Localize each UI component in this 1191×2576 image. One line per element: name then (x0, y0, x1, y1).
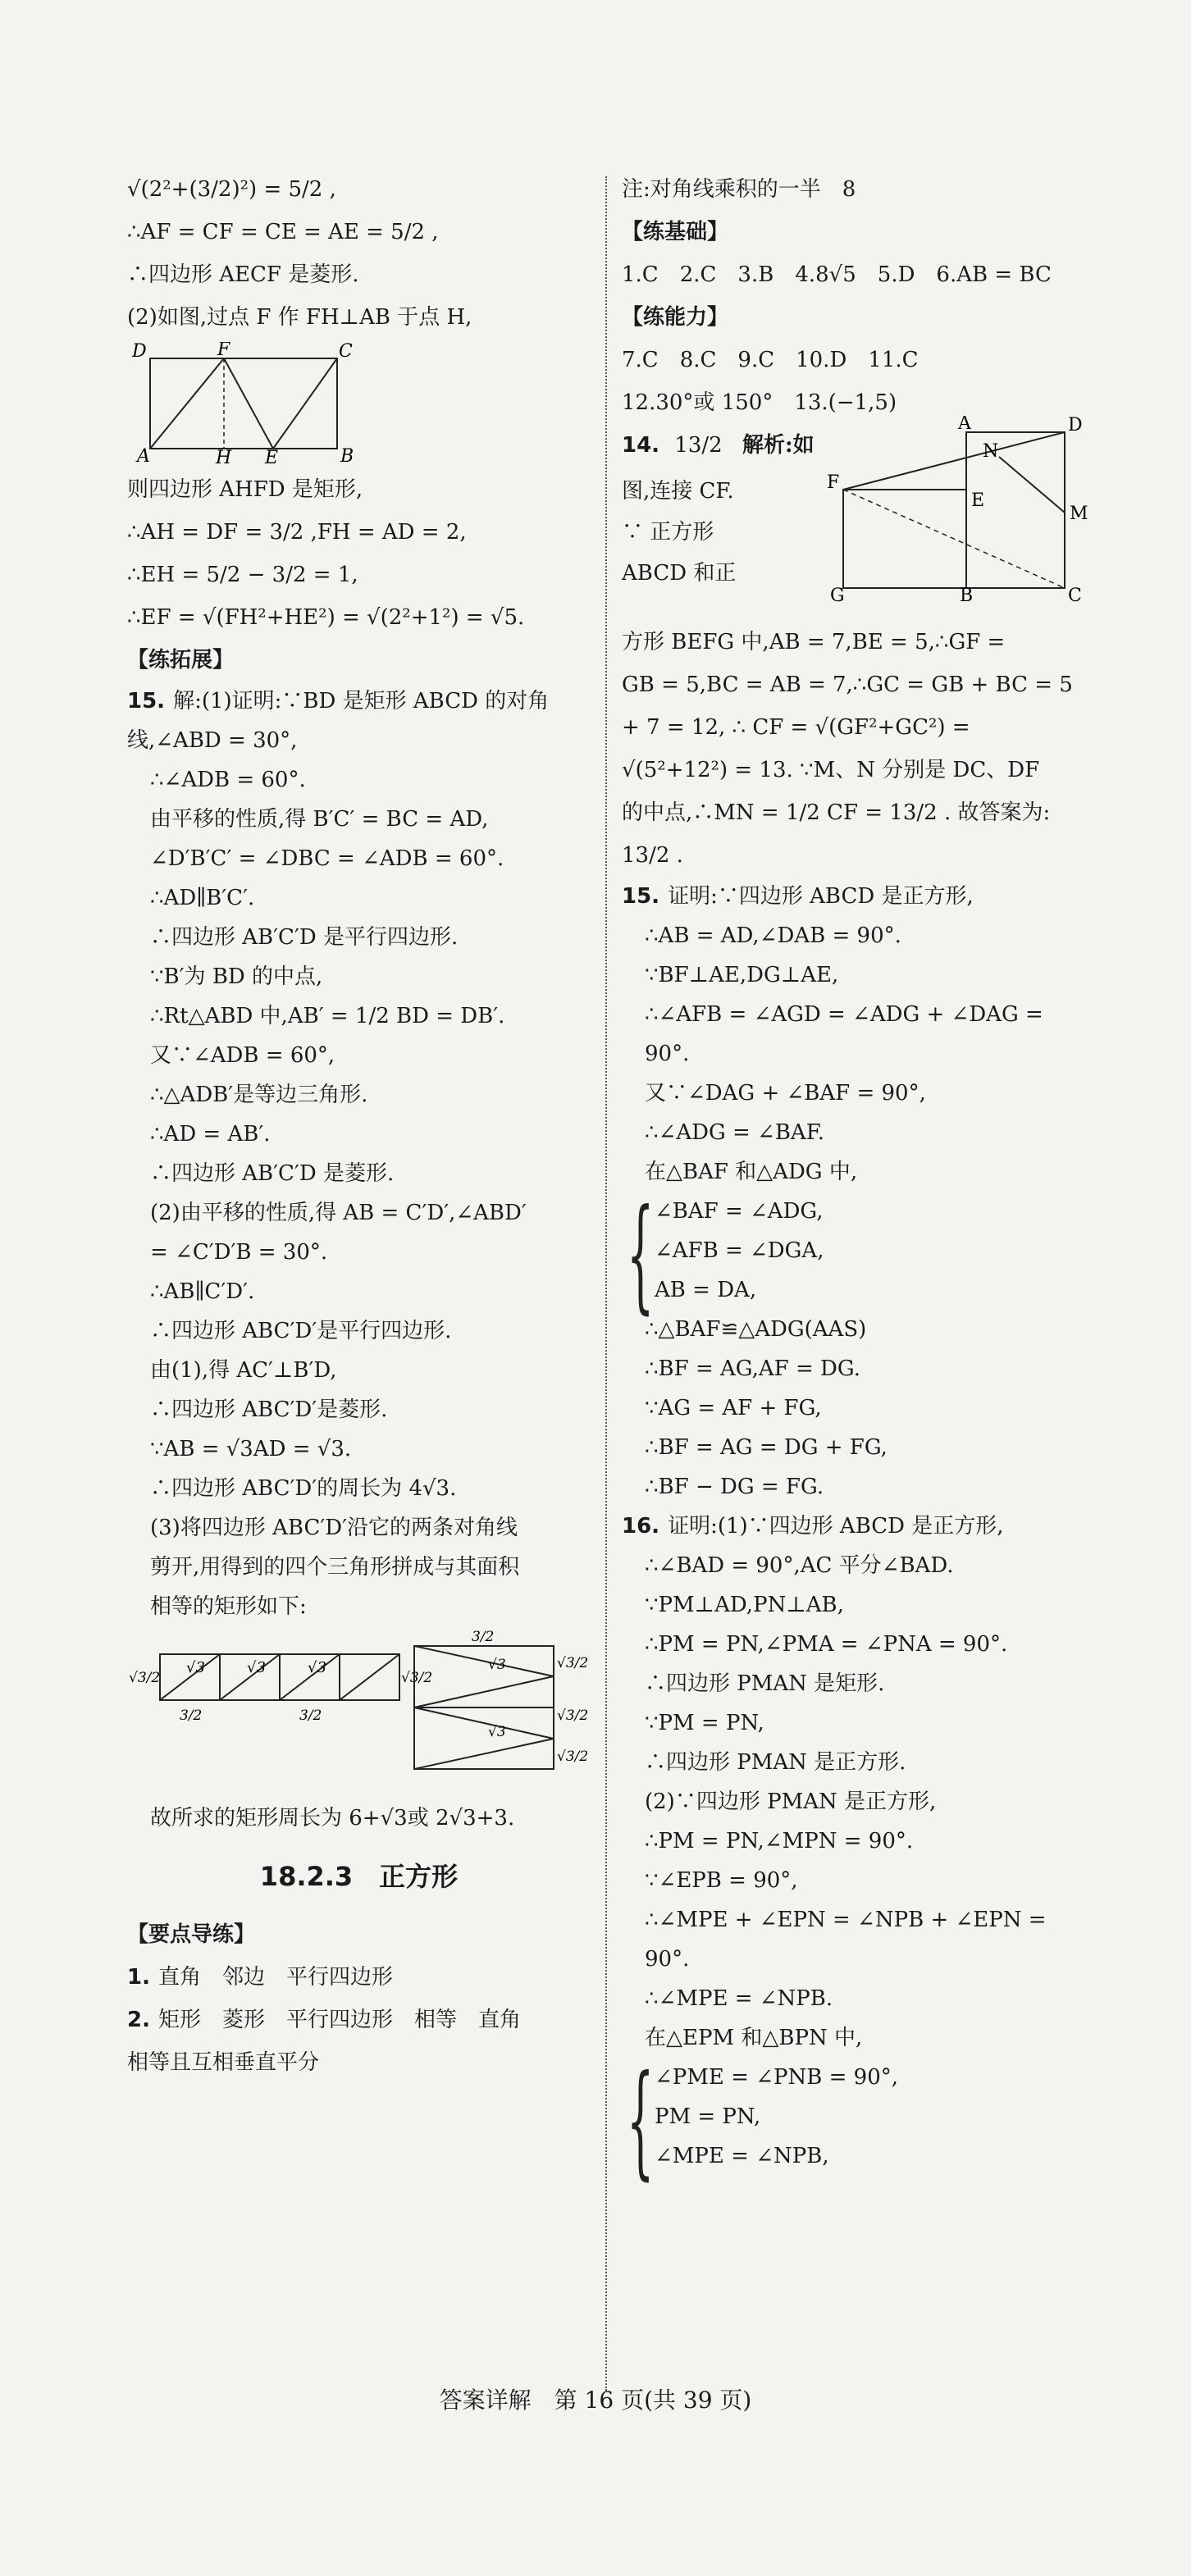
q14-answer: 13/2 (674, 433, 723, 458)
label-sqrt3: √3 (186, 1659, 205, 1676)
section-head-yaodian: 【要点导练】 (127, 1922, 256, 1947)
answer-line: 7.C 8.C 9.C 10.D 11.C (622, 348, 919, 372)
label-A: A (958, 416, 971, 434)
label-C: C (339, 342, 353, 362)
text-line: ∴四边形 PMAN 是正方形. (645, 1750, 906, 1775)
text-line: 13/2 . (622, 843, 683, 868)
label-sqrt3: √3 (308, 1659, 326, 1676)
text-line: 剪开,用得到的四个三角形拼成与其面积 (150, 1555, 520, 1580)
label-C: C (1068, 586, 1082, 604)
text-line: = ∠C′D′B = 30°. (150, 1240, 328, 1265)
answer-line: 1.C 2.C 3.B 4.8√5 5.D 6.AB = BC (622, 262, 1052, 287)
text-line: 直角 邻边 平行四边形 (157, 1965, 393, 1990)
section-head-tuozhan: 【练拓展】 (127, 648, 235, 672)
text-line: ∠D′B′C′ = ∠DBC = ∠ADB = 60°. (150, 846, 504, 871)
text-line: GB = 5,BC = AB = 7,∴GC = GB + BC = 5 (622, 672, 1073, 697)
label-M: M (1070, 504, 1088, 524)
label-three-half: 3/2 (180, 1707, 203, 1724)
text-line: ∴∠ADB = 60°. (150, 768, 306, 792)
text-line: 注:对角线乘积的一半 8 (622, 177, 856, 202)
text-line: ∴四边形 ABC′D′是平行四边形. (150, 1319, 452, 1343)
question-number: 14. (622, 433, 660, 458)
text-line: ∴AB = AD,∠DAB = 90°. (645, 923, 901, 948)
text-line: ∠PME = ∠PNB = 90°, (655, 2065, 898, 2090)
text-line: 90°. (645, 1042, 690, 1066)
text-line: PM = PN, (655, 2104, 761, 2129)
label-sqrt3: √3 (488, 1657, 506, 1673)
question-number: 1. (127, 1965, 150, 1990)
label-N: N (983, 441, 999, 462)
column-divider (605, 176, 607, 2391)
text-line: ∴PM = PN,∠MPN = 90°. (645, 1829, 914, 1853)
label-F: F (217, 342, 230, 360)
squares-figure (819, 416, 1097, 604)
left-column (127, 168, 591, 2084)
label-D: D (132, 342, 147, 362)
text-line: + 7 = 12, ∴ CF = √(GF²+GC²) = (622, 715, 970, 740)
text-line: √(5²+12²) = 13. ∵M、N 分别是 DC、DF (622, 758, 1040, 782)
text-line: 由(1),得 AC′⊥B′D, (150, 1358, 337, 1383)
text-line: ∴Rt△ABD 中,AB′ = 1/2 BD = DB′. (150, 1004, 505, 1028)
text-line: ∠MPE = ∠NPB, (655, 2144, 829, 2168)
text-line: 线,∠ABD = 30°, (127, 728, 298, 753)
question-number: 2. (127, 2008, 150, 2032)
equation-system: { ∠PME = ∠PNB = 90°, PM = PN, ∠MPE = ∠NPB, (622, 2058, 1114, 2176)
label-B: B (960, 586, 974, 604)
text-line: ∴BF − DG = FG. (645, 1475, 824, 1499)
text-line: ∴PM = PN,∠PMA = ∠PNA = 90°. (645, 1632, 1008, 1657)
text-line: 相等的矩形如下: (150, 1594, 307, 1619)
text-line: ∴△BAF≌△ADG(AAS) (645, 1317, 867, 1342)
label-sqrt3: √3 (247, 1659, 266, 1676)
label-F: F (827, 472, 840, 493)
text-line: ∴∠BAD = 90°,AC 平分∠BAD. (645, 1553, 954, 1578)
text-line: ABCD 和正 (622, 561, 737, 586)
question-number: 15. (127, 689, 166, 714)
text-line: 方形 BEFG 中,AB = 7,BE = 5,∴GF = (622, 630, 1006, 654)
label-G: G (830, 586, 845, 604)
equation-system: { ∠BAF = ∠ADG, ∠AFB = ∠DGA, AB = DA, (622, 1192, 1114, 1310)
label-E: E (265, 448, 279, 465)
label-sqrt3-half: √3/2 (401, 1670, 433, 1686)
label-B: B (340, 446, 354, 465)
text-line: 故所求的矩形周长为 6+√3或 2√3+3. (150, 1806, 515, 1831)
text-line: √(2²+(3/2)²) = 5/2 , (127, 177, 336, 202)
text-line: ∴EF = √(FH²+HE²) = √(2²+1²) = √5. (127, 605, 525, 630)
text-line: 由平移的性质,得 B′C′ = BC = AD, (150, 807, 489, 832)
text-line: (3)将四边形 ABC′D′沿它的两条对角线 (150, 1516, 518, 1540)
question-number: 15. (622, 884, 660, 909)
label-three-half: 3/2 (299, 1707, 322, 1724)
answer-line: 12.30°或 150° 13.(−1,5) (622, 390, 897, 415)
text-line: ∵B′为 BD 的中点, (150, 964, 323, 989)
text-line: ∴四边形 AB′C′D 是菱形. (150, 1161, 395, 1186)
text-line: ∴∠ADG = ∠BAF. (645, 1120, 824, 1145)
text-line: ∴∠AFB = ∠AGD = ∠ADG + ∠DAG = (645, 1002, 1043, 1027)
text-line: 证明:(1)∵四边形 ABCD 是正方形, (668, 1514, 1004, 1539)
text-line: 相等且互相垂直平分 (127, 2050, 320, 2075)
text-line: 解析:如 (742, 433, 815, 458)
text-line: 解:(1)证明:∵BD 是矩形 ABCD 的对角 (173, 689, 550, 714)
text-line: ∴△ADB′是等边三角形. (150, 1083, 368, 1107)
text-line: ∴AB∥C′D′. (150, 1279, 255, 1304)
section-head-jichu: 【练基础】 (622, 220, 729, 244)
text-line: (2)如图,过点 F 作 FH⊥AB 于点 H, (127, 305, 472, 330)
label-sqrt3: √3 (488, 1724, 506, 1740)
text-line: ∠BAF = ∠ADG, (655, 1199, 824, 1224)
section-title: 18.2.3 正方形 (259, 1861, 459, 1892)
label-A: A (137, 446, 150, 465)
text-line: ∴∠MPE + ∠EPN = ∠NPB + ∠EPN = (645, 1908, 1047, 1932)
rectangle-figure (127, 342, 373, 465)
text-line: 90°. (645, 1947, 690, 1972)
text-line: ∴AF = CF = CE = AE = 5/2 , (127, 220, 439, 244)
text-line: ∵PM = PN, (645, 1711, 764, 1735)
label-sqrt3-half: √3/2 (557, 1655, 589, 1671)
text-line: 的中点,∴MN = 1/2 CF = 13/2 . 故答案为: (622, 800, 1051, 825)
label-sqrt3-half: √3/2 (557, 1707, 589, 1724)
text-line: ∠AFB = ∠DGA, (655, 1238, 824, 1263)
text-line: ∴AD = AB′. (150, 1122, 271, 1147)
question-number: 16. (622, 1514, 660, 1539)
text-line: ∵AB = √3AD = √3. (150, 1437, 352, 1461)
q14-block (622, 416, 1114, 621)
text-line: ∴四边形 AB′C′D 是平行四边形. (150, 925, 459, 950)
text-line: 在△EPM 和△BPN 中, (645, 2026, 863, 2050)
text-line: ∵∠EPB = 90°, (645, 1868, 798, 1893)
text-line: (2)∵四边形 PMAN 是正方形, (645, 1790, 937, 1814)
text-line: (2)由平移的性质,得 AB = C′D′,∠ABD′ (150, 1201, 527, 1225)
text-line: ∴AD∥B′C′. (150, 886, 255, 910)
text-line: ∴BF = AG = DG + FG, (645, 1435, 888, 1460)
label-three-half: 3/2 (472, 1630, 495, 1645)
label-E: E (971, 490, 985, 511)
text-line: ∵AG = AF + FG, (645, 1396, 822, 1420)
label-sqrt3-half: √3/2 (557, 1748, 589, 1765)
text-line: 则四边形 AHFD 是矩形, (127, 477, 363, 502)
text-line: ∴四边形 ABC′D′的周长为 4√3. (150, 1476, 457, 1501)
section-head-nengli: 【练能力】 (622, 305, 729, 330)
page-footer: 答案详解 第 16 页(共 39 页) (439, 2387, 752, 2414)
right-column (622, 168, 1114, 2192)
text-line: 证明:∵四边形 ABCD 是正方形, (668, 884, 974, 909)
label-D: D (1068, 416, 1083, 435)
text-line: 又∵∠DAG + ∠BAF = 90°, (645, 1081, 926, 1106)
text-line: ∵BF⊥AE,DG⊥AE, (645, 963, 839, 987)
text-line: ∵ 正方形 (622, 520, 714, 545)
text-line: 在△BAF 和△ADG 中, (645, 1160, 858, 1184)
label-H: H (216, 448, 232, 465)
text-line: ∴BF = AG,AF = DG. (645, 1356, 860, 1381)
text-line: 矩形 菱形 平行四边形 相等 直角 (157, 2008, 521, 2032)
label-sqrt3-half: √3/2 (129, 1670, 161, 1686)
text-line: 又∵∠ADB = 60°, (150, 1043, 335, 1068)
text-line: ∴AH = DF = 3/2 ,FH = AD = 2, (127, 520, 467, 545)
text-line: ∴四边形 PMAN 是矩形. (645, 1671, 885, 1696)
text-line: ∴四边形 AECF 是菱形. (127, 262, 359, 287)
triangle-rearrangement-figure (127, 1630, 591, 1794)
text-line: ∴EH = 5/2 − 3/2 = 1, (127, 563, 358, 587)
text-line: ∵PM⊥AD,PN⊥AB, (645, 1593, 844, 1617)
text-line: 图,连接 CF. (622, 479, 734, 504)
text-line: ∴∠MPE = ∠NPB. (645, 1986, 833, 2011)
text-line: ∴四边形 ABC′D′是菱形. (150, 1397, 388, 1422)
text-line: AB = DA, (655, 1278, 757, 1302)
